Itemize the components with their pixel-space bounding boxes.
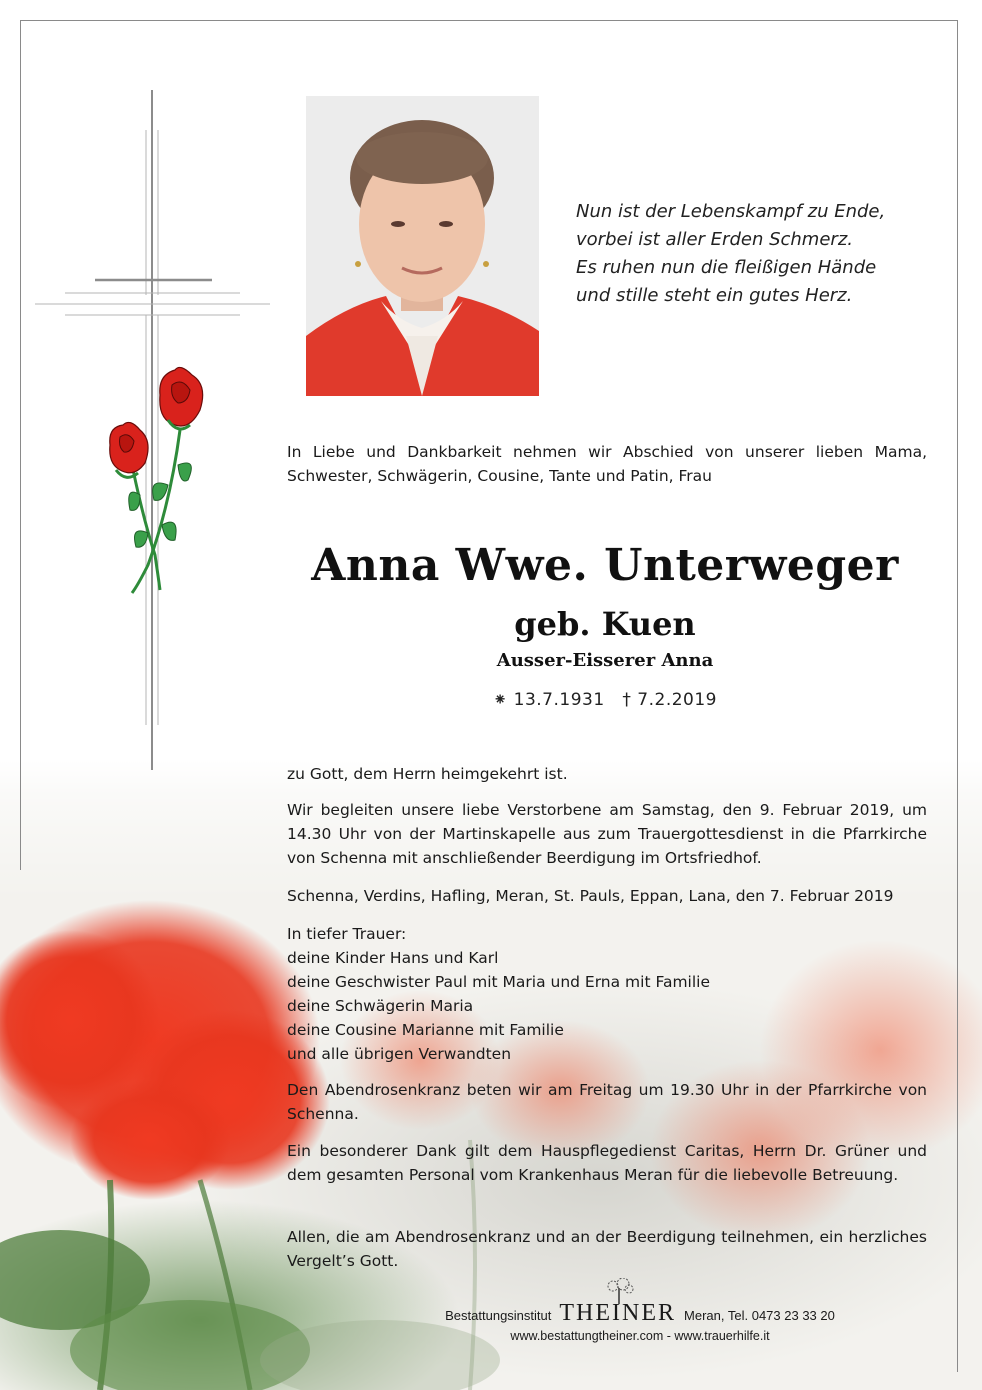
mourner-line: und alle übrigen Verwandten bbox=[287, 1045, 512, 1063]
death-symbol-icon: † bbox=[622, 690, 632, 710]
mourners-list bbox=[287, 922, 927, 1066]
mourner-line: deine Geschwister Paul mit Maria und Erna mit Familie bbox=[287, 973, 711, 991]
contact-info: Meran, Tel. 0473 23 33 20 bbox=[684, 1308, 835, 1323]
institute-label: Bestattungsinstitut bbox=[445, 1308, 552, 1323]
place-date-text: Schenna, Verdins, Hafling, Meran, St. Pauls, Eppan, Lana, den 7. Februar 2019 bbox=[287, 887, 894, 905]
deceased-name: Anna Wwe. Unterweger bbox=[311, 540, 899, 591]
alias-name: Ausser-Eisserer Anna bbox=[496, 650, 714, 671]
closing-text: Allen, die am Abendrosenkranz und an der Beerdigung teilnehmen, ein herzliches Vergelt’s Gott. bbox=[287, 1228, 927, 1270]
funeral-home-footer bbox=[380, 1300, 900, 1343]
life-dates bbox=[287, 690, 923, 710]
birth-symbol-icon: ⁕ bbox=[492, 690, 508, 710]
brand-name: THEINER bbox=[559, 1300, 677, 1326]
poem-line: vorbei ist aller Erden Schmerz. bbox=[576, 229, 853, 250]
returned-text: zu Gott, dem Herrn heimgekehrt ist. bbox=[287, 765, 568, 783]
mourner-line: deine Kinder Hans und Karl bbox=[287, 949, 499, 967]
brand-logo bbox=[559, 1300, 676, 1327]
tree-icon bbox=[599, 1278, 639, 1304]
poem-line: Es ruhen nun die fleißigen Hände bbox=[576, 257, 877, 278]
thanks-text: Ein besonderer Dank gilt dem Hauspflegedienst Caritas, Herrn Dr. Grüner und dem gesamten Personal vom Krankenhaus Meran für die liebevolle Betreuung. bbox=[287, 1142, 927, 1184]
death-date: 7.2.2019 bbox=[637, 690, 717, 710]
poem-line: Nun ist der Lebenskampf zu Ende, bbox=[576, 201, 886, 222]
mourner-line: deine Cousine Marianne mit Familie bbox=[287, 1021, 564, 1039]
rosary-text: Den Abendrosenkranz beten wir am Freitag um 19.30 Uhr in der Pfarrkirche von Schenna. bbox=[287, 1081, 927, 1123]
portrait-photo bbox=[306, 96, 539, 396]
poem bbox=[576, 198, 916, 310]
frame-top-border bbox=[20, 20, 958, 21]
mourner-line: deine Schwägerin Maria bbox=[287, 997, 474, 1015]
maiden-name: geb. Kuen bbox=[514, 605, 696, 643]
mourners-heading: In tiefer Trauer: bbox=[287, 925, 407, 943]
intro-text: In Liebe und Dankbarkeit nehmen wir Abschied von unserer lieben Mama, Schwester, Schwägerin, Cousine, Tante und Patin, Frau bbox=[287, 443, 927, 485]
frame-right-border bbox=[957, 20, 958, 1372]
poem-line: und stille steht ein gutes Herz. bbox=[576, 285, 853, 306]
frame-left-border bbox=[20, 20, 21, 870]
funeral-text: Wir begleiten unsere liebe Verstorbene am Samstag, den 9. Februar 2019, um 14.30 Uhr von der Martinskapelle aus zum Trauergottesdienst in die Pfarrkirche von Schenna mit anschließender Beerdigung im Ortsfriedhof. bbox=[287, 801, 927, 867]
cross-with-roses-icon bbox=[30, 85, 280, 785]
websites: www.bestattungtheiner.com - www.trauerhilfe.it bbox=[510, 1329, 770, 1343]
birth-date: 13.7.1931 bbox=[513, 690, 605, 710]
